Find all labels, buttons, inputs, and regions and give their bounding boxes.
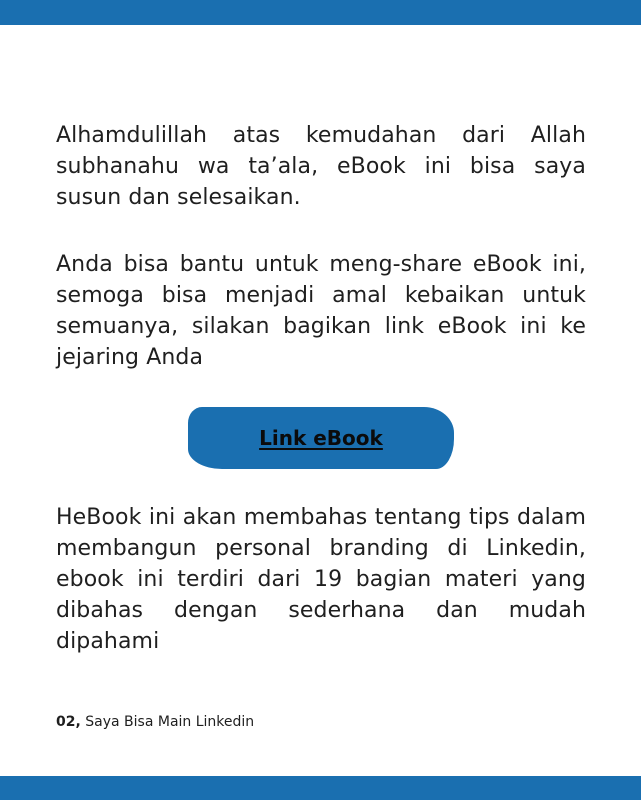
intro-paragraph: Alhamdulillah atas kemudahan dari Allah subhanahu wa ta’ala, eBook ini bisa saya susun dan selesaikan. [56, 123, 586, 210]
share-paragraph: Anda bisa bantu untuk meng-share eBook ini, semoga bisa menjadi amal kebaikan untuk semuanya, silakan bagikan link eBook ini ke jejaring Anda [56, 252, 586, 370]
ebook-link-button[interactable] [188, 407, 454, 469]
bottom-accent-bar [0, 776, 641, 800]
top-accent-bar [0, 0, 641, 25]
page-number: 02, [56, 714, 81, 730]
footer-title: Saya Bisa Main Linkedin [80, 714, 255, 730]
description-paragraph: HeBook ini akan membahas tentang tips dalam membangun personal branding di Linkedin, ebook ini terdiri dari 19 bagian materi yang dibahas dengan sederhana dan mudah dipahami [56, 505, 586, 654]
ebook-link-label: Link eBook [259, 426, 383, 450]
page-footer [56, 714, 254, 730]
